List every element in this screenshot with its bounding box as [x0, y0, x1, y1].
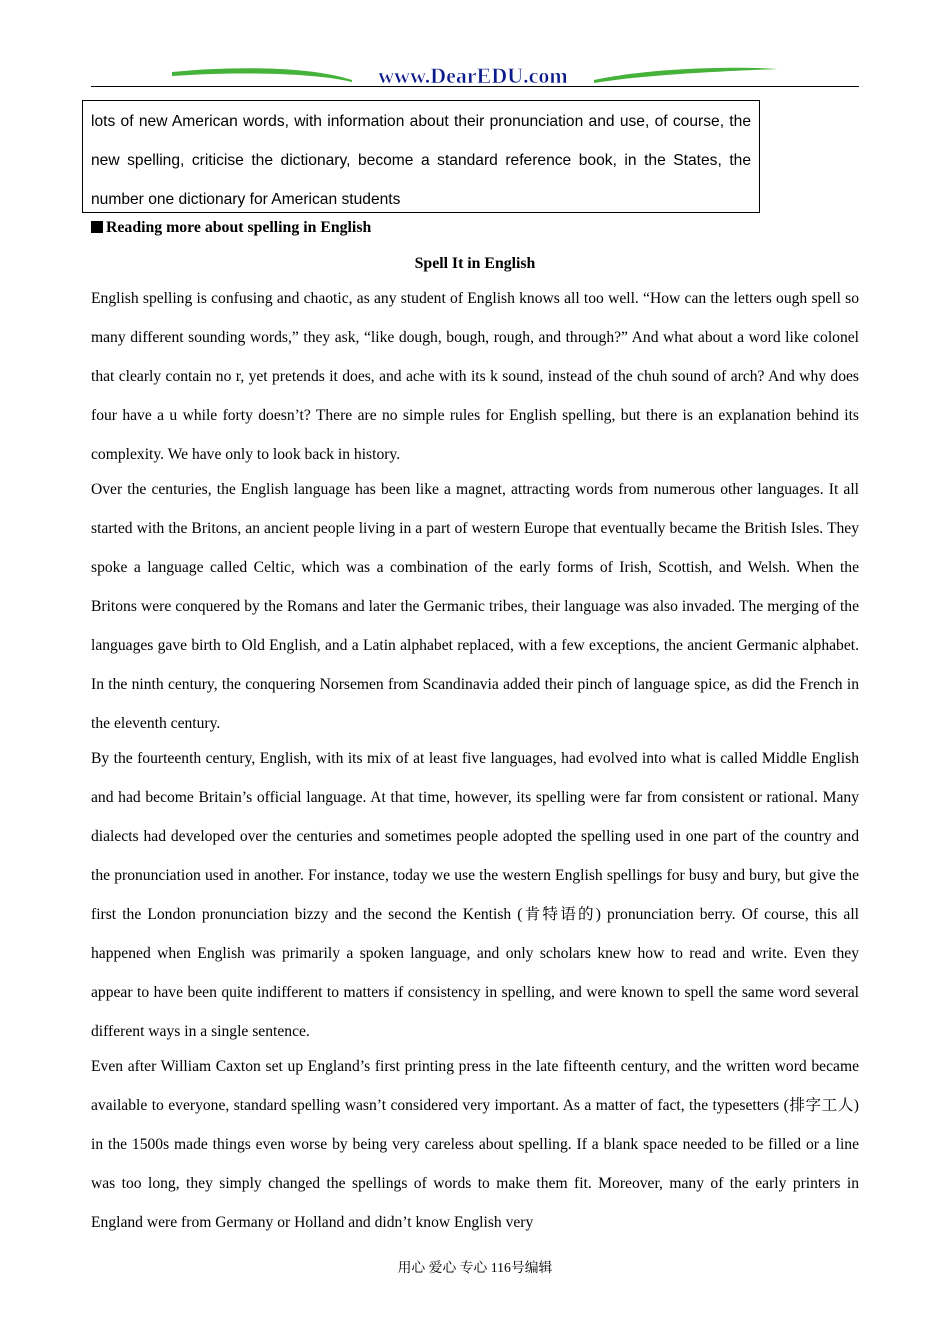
header-rule: [91, 86, 859, 87]
logo-swoosh-graphic: [170, 62, 780, 88]
article-paragraph-2: Over the centuries, the English language has been like a magnet, attracting words from numerous other languages. It all started with the Britons, an ancient people living in a part of western Europe that eventually became the British Isles. They spoke a language called Celtic, which was a combination of the early forms of Irish, Scottish, and Welsh. When the Britons were conquered by the Romans and later the Germanic tribes, their language was also invaded. The merging of the languages gave birth to Old English, and a Latin alphabet replaced, with a few exceptions, the ancient Germanic alphabet. In the ninth century, the conquering Norsemen from Scandinavia added their pinch of language spice, as did the French in the eleventh century.: [91, 481, 859, 732]
vocabulary-box: [82, 100, 760, 213]
vocabulary-box-text: lots of new American words, with information about their pronunciation and use, of course, the new spelling, criticise the dictionary, become a standard reference book, in the States, the number one dictionary for American students: [91, 113, 751, 208]
section-heading: [91, 218, 371, 238]
article-paragraph-1: English spelling is confusing and chaotic, as any student of English knows all too well. “How can the letters ough spell so many different sounding words,” they ask, “like dough, bough, rough, and through?” And what about a word like colonel that clearly contain no r, yet pretends it does, and ache with its k sound, instead of the chuh sound of arch? And why does four have a u while forty doesn’t? There are no simple rules for English spelling, but there is an explanation behind its complexity. We have only to look back in history.: [91, 290, 859, 463]
article-paragraph-4: Even after William Caxton set up England’s first printing press in the late fifteenth century, and the written word became available to everyone, standard spelling wasn’t considered very important. As a matter of fact, the typesetters (排字工人) in the 1500s made things even worse by being very careless about spelling. If a blank space needed to be filled or a line was too long, they simply changed the spellings of words to make them fit. Moreover, many of the early printers in England were from Germany or Holland and didn’t know English very: [91, 1058, 859, 1231]
article-title: Spell It in English: [414, 255, 536, 272]
site-logo[interactable]: [170, 62, 780, 88]
section-heading-text: Reading more about spelling in English: [106, 219, 372, 236]
article-paragraph-3: By the fourteenth century, English, with its mix of at least five languages, had evolved into what is called Middle English and had become Britain’s official language. At that time, however, its spelling were far from consistent or rational. Many dialects had developed over the centuries and sometimes people adopted the spelling used in one part of the country and the pronunciation used in another. For instance, today we use the western English spellings for busy and bury, but give the first the London pronunciation bizzy and the second the Kentish (肯特语的) pronunciation berry. Of course, this all happened when English was primarily a spoken language, and only scholars knew how to read and write. Even they appear to have been quite indifferent to matters if consistency in spelling, and were known to spell the same word several different ways in a single sentence.: [91, 750, 859, 1040]
article-body: [91, 279, 859, 1242]
black-square-icon: [91, 221, 103, 233]
page-footer: 用心 爱心 专心 116号编辑: [397, 1260, 553, 1275]
logo-text: www.DearEDU.com: [378, 63, 568, 88]
